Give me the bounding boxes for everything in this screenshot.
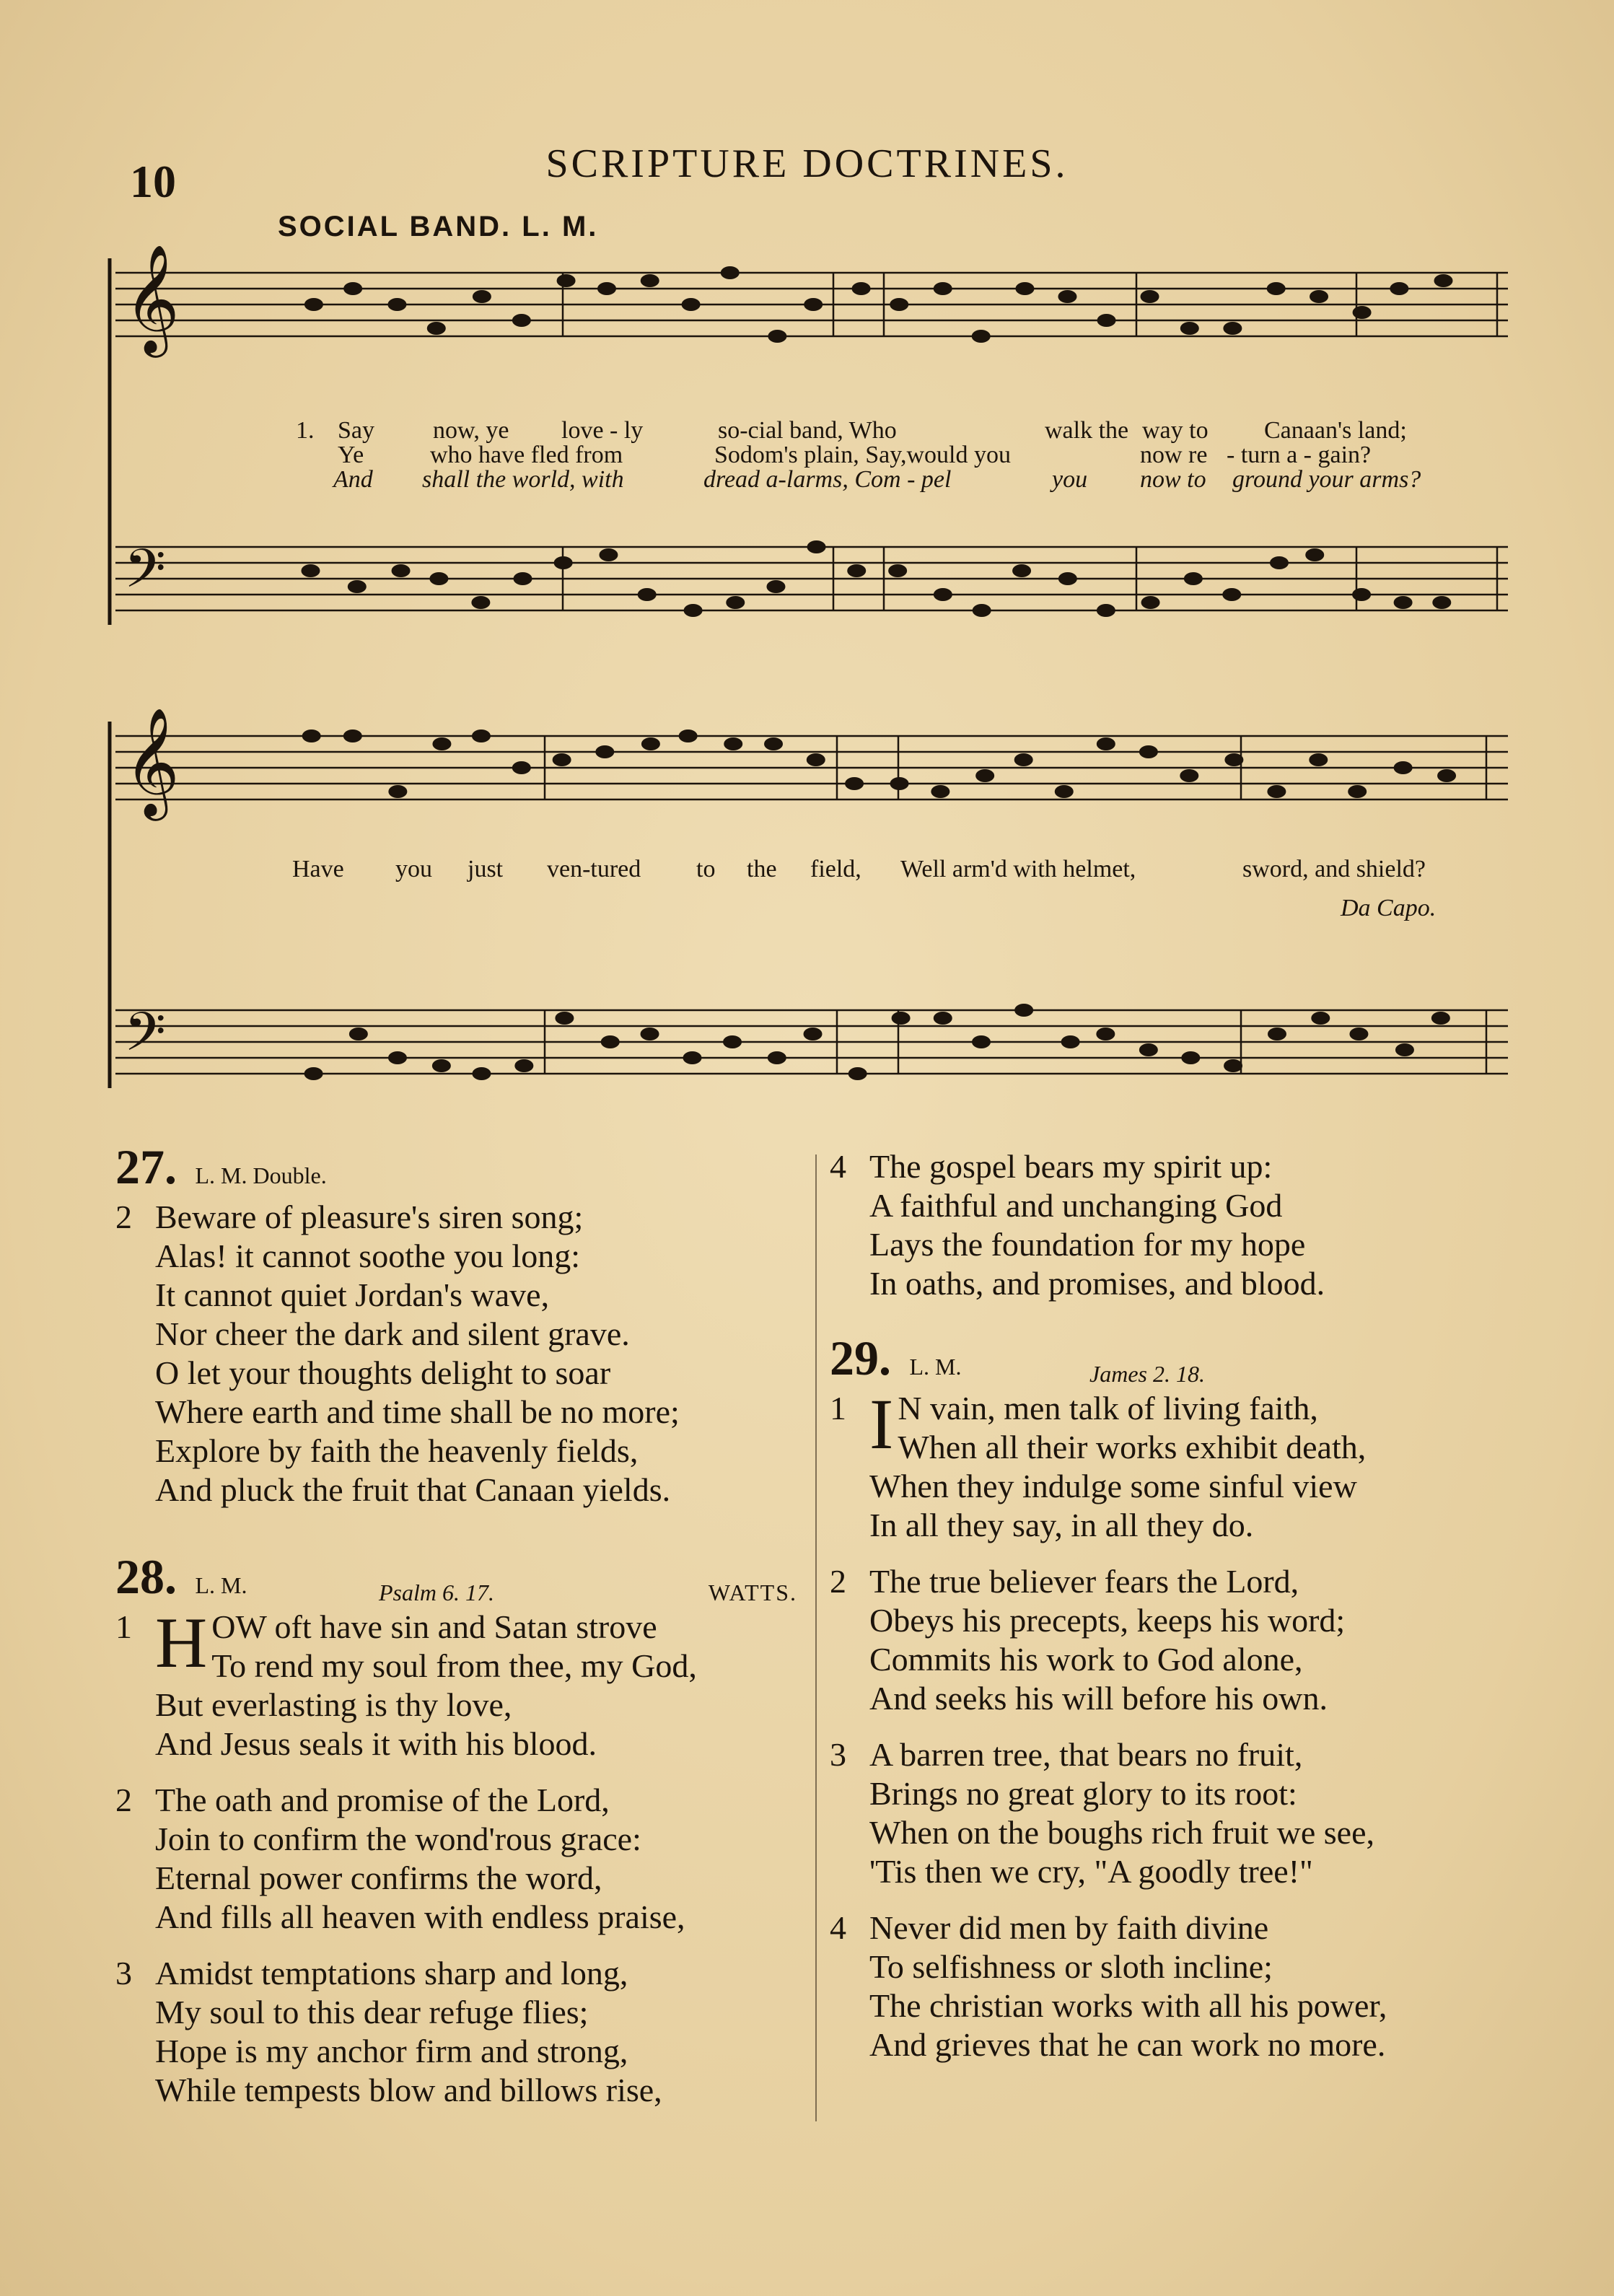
note-head [473, 290, 491, 303]
hymn-28-head [115, 1549, 797, 1608]
lyric-s2-w9: sword, and shield? [1242, 856, 1426, 882]
note-head [1180, 769, 1198, 782]
drop-cap: I [869, 1384, 894, 1464]
note-head [1311, 1012, 1330, 1025]
note-head [972, 330, 991, 343]
note-head [1432, 596, 1451, 609]
note-head [890, 777, 909, 790]
note-head [852, 282, 871, 295]
verse-line: But everlasting is thy love, [155, 1686, 512, 1723]
stanza-number: 4 [830, 1148, 846, 1185]
lyric-v3-w1: And [333, 466, 373, 493]
verse-line: Never did men by faith divine [869, 1909, 1269, 1946]
note-head [1352, 588, 1371, 601]
lyric-s2-w8: Well arm'd with helmet, [900, 856, 1136, 882]
verse-line: When on the boughs rich fruit we see, [869, 1814, 1375, 1851]
note-head [1310, 290, 1328, 303]
note-head [1394, 596, 1413, 609]
note-head [807, 753, 825, 766]
note-head [845, 777, 864, 790]
note-head [1097, 604, 1115, 617]
note-head [1305, 548, 1324, 561]
note-head [429, 572, 448, 585]
note-head [304, 298, 323, 311]
verse-line: The gospel bears my spirit up: [869, 1148, 1273, 1185]
stanza [830, 1562, 1508, 1718]
hymn-meter: L. M. [195, 1572, 247, 1598]
verse-line: Amidst temptations sharp and long, [155, 1955, 628, 1992]
note-head [1097, 737, 1115, 750]
note-head [597, 282, 616, 295]
verse-line: And seeks his will before his own. [869, 1680, 1328, 1717]
note-head [432, 1059, 451, 1072]
note-head [555, 1012, 574, 1025]
note-head [1224, 1059, 1242, 1072]
verse-line: The oath and promise of the Lord, [155, 1782, 610, 1818]
bass-clef: 𝄢 [124, 538, 166, 613]
stanza [830, 1735, 1508, 1891]
lyric-s2-w3: just [468, 856, 504, 882]
note-head [432, 737, 451, 750]
lyric-s2-w5: to [696, 856, 716, 882]
note-head [388, 1051, 407, 1064]
verse-line: Hope is my anchor firm and strong, [155, 2033, 628, 2069]
verse-line: In all they say, in all they do. [869, 1507, 1254, 1543]
note-head [934, 588, 952, 601]
note-head [1309, 753, 1328, 766]
note-head [847, 564, 866, 577]
lyric-v1-w7: Canaan's land; [1264, 417, 1407, 444]
lyric-v1-w1: Say [338, 417, 374, 444]
note-head [1390, 282, 1408, 295]
note-head [1015, 282, 1034, 295]
note-head [1348, 785, 1367, 798]
lyric-s2-w6: the [747, 856, 777, 882]
note-head [890, 298, 908, 311]
verse-line: Brings no great glory to its root: [869, 1775, 1297, 1812]
verse-line: A barren tree, that bears no fruit, [869, 1736, 1303, 1773]
note-head [1224, 753, 1243, 766]
verse-line: N vain, men talk of living faith, [898, 1390, 1318, 1427]
note-head [934, 1012, 952, 1025]
note-head [599, 548, 618, 561]
note-head [641, 274, 659, 287]
note-head [302, 729, 321, 742]
hymn-number: 27. [115, 1139, 177, 1194]
note-head [557, 274, 576, 287]
verse-line: 'Tis then we cry, "A goodly tree!" [869, 1853, 1313, 1890]
stanza [830, 1384, 1508, 1545]
note-head [1141, 290, 1159, 303]
note-head [641, 1027, 659, 1040]
verse-line: And Jesus seals it with his blood. [155, 1725, 597, 1762]
note-head [343, 282, 362, 295]
lyric-v2-w4: now re [1140, 442, 1208, 468]
verse-line: Commits his work to God alone, [869, 1641, 1303, 1678]
verse-line: To rend my soul from thee, my God, [211, 1647, 697, 1684]
lyric-v3-w6: ground your arms? [1232, 466, 1421, 493]
stanza [115, 1954, 797, 2110]
note-head [1061, 1035, 1080, 1048]
lyric-v2-w3: Sodom's plain, Say,would you [714, 442, 1011, 468]
note-head [1141, 596, 1160, 609]
note-head [1349, 1027, 1368, 1040]
note-head [766, 580, 785, 593]
verse-line: The true believer fears the Lord, [869, 1563, 1299, 1600]
verse-line: Eternal power confirms the word, [155, 1859, 602, 1896]
note-heads [301, 266, 1456, 1080]
lyric-s2-w4: ven-tured [547, 856, 641, 882]
hymn-28 [115, 1549, 797, 2127]
verse-line: Explore by faith the heavenly fields, [155, 1432, 639, 1469]
note-head [1096, 1027, 1115, 1040]
verse-line: It cannot quiet Jordan's wave, [155, 1276, 550, 1313]
note-head [1014, 753, 1033, 766]
note-head [1014, 1004, 1033, 1017]
note-head [804, 298, 823, 311]
note-head [807, 540, 826, 553]
note-head [1012, 564, 1031, 577]
note-head [972, 1035, 991, 1048]
stanza-number: 1 [115, 1608, 132, 1645]
note-head [1267, 785, 1286, 798]
note-head [1395, 1043, 1414, 1056]
verse-line: In oaths, and promises, and blood. [869, 1265, 1325, 1302]
verse-line: When all their works exhibit death, [898, 1429, 1367, 1465]
note-head [392, 564, 411, 577]
verse-line: Alas! it cannot soothe you long: [155, 1237, 580, 1274]
verse-line: To selfishness or sloth incline; [869, 1948, 1273, 1985]
note-head [804, 1027, 823, 1040]
lyric-s2-w7: field, [810, 856, 861, 882]
note-head [975, 769, 994, 782]
note-head [595, 745, 614, 758]
note-head [641, 737, 660, 750]
note-head [1267, 282, 1286, 295]
verse-line: Join to confirm the wond'rous grace: [155, 1820, 641, 1857]
lyric-v1-w2: now, ye [433, 417, 509, 444]
lyric-v3-w5: now to [1140, 466, 1206, 493]
note-head [723, 1035, 742, 1048]
note-head [1270, 556, 1289, 569]
note-head [1394, 761, 1413, 774]
stanza [115, 1603, 797, 1763]
lyric-v1-num: 1. [296, 417, 315, 444]
note-head [1139, 1043, 1158, 1056]
stanza [115, 1781, 797, 1937]
lyric-v1-w4: so-cial band, Who [718, 417, 897, 444]
staff-lines [110, 258, 1508, 1088]
note-head [349, 1027, 368, 1040]
verse-line: And fills all heaven with endless praise, [155, 1898, 685, 1935]
hymn-27 [115, 1139, 808, 1527]
music-score [0, 0, 1614, 1126]
stanza-number: 2 [115, 1199, 132, 1235]
hymn-29 [830, 1331, 1508, 2082]
note-head [1434, 274, 1453, 287]
stanza [830, 1909, 1508, 2064]
note-head [1139, 745, 1158, 758]
stanza [115, 1198, 808, 1510]
note-head [301, 564, 320, 577]
note-head [427, 322, 446, 335]
note-head [514, 572, 532, 585]
clefs [124, 243, 180, 1077]
drop-cap: H [155, 1603, 208, 1683]
note-head [1353, 306, 1372, 319]
lyric-v1-w3: love - ly [561, 417, 644, 444]
note-head [1181, 1051, 1200, 1064]
stanza-number: 2 [115, 1782, 132, 1818]
hymn-number: 29. [830, 1331, 891, 1385]
verse-line: While tempests blow and billows rise, [155, 2072, 662, 2108]
hymn-meter: L. M. [909, 1354, 962, 1380]
note-head [1058, 572, 1077, 585]
note-head [684, 604, 703, 617]
verse-line: O let your thoughts delight to soar [155, 1354, 611, 1391]
hymn-27-continued [830, 1147, 1508, 1320]
note-head [934, 282, 952, 295]
hymn-27-head [115, 1139, 808, 1198]
tune-title: SOCIAL BAND. L. M. [278, 211, 599, 242]
note-head [638, 588, 657, 601]
lyric-v2-w2: who have fled from [430, 442, 623, 468]
bass-clef: 𝄢 [124, 1001, 166, 1077]
note-head [1097, 314, 1116, 327]
note-head [724, 737, 742, 750]
note-head [514, 1059, 533, 1072]
stanza-number: 2 [830, 1563, 846, 1600]
note-head [554, 556, 573, 569]
hymn-author: WATTS. [708, 1579, 797, 1605]
column-divider [815, 1154, 817, 2121]
verse-line: Where earth and time shall be no more; [155, 1393, 680, 1430]
note-head [471, 596, 490, 609]
note-head [512, 761, 531, 774]
stanza-number: 3 [830, 1736, 846, 1773]
note-head [888, 564, 907, 577]
verse-line: Lays the foundation for my hope [869, 1226, 1306, 1263]
note-head [348, 580, 367, 593]
note-head [683, 1051, 702, 1064]
verse-line: A faithful and unchanging God [869, 1187, 1283, 1224]
note-head [848, 1067, 867, 1080]
note-head [721, 266, 740, 279]
lyric-v3-w3: dread a-larms, Com - pel [703, 466, 952, 493]
note-head [304, 1067, 323, 1080]
note-head [768, 330, 786, 343]
stanza-number: 3 [115, 1955, 132, 1992]
note-head [1055, 785, 1074, 798]
note-head [387, 298, 406, 311]
note-head [1223, 322, 1242, 335]
lyric-v3-w2: shall the world, with [422, 466, 624, 493]
lyric-v2-w1: Ye [338, 442, 364, 468]
lyric-v3-w4: you [1052, 466, 1088, 493]
note-head [679, 729, 698, 742]
stanza [830, 1147, 1508, 1303]
lyric-s2-w2: you [395, 856, 432, 882]
verse-line: Nor cheer the dark and silent grave. [155, 1315, 630, 1352]
verse-line: OW oft have sin and Satan strove [211, 1608, 657, 1645]
verse-line: Beware of pleasure's siren song; [155, 1199, 584, 1235]
lyric-v2-w5: - turn a - gain? [1227, 442, 1372, 468]
verse-line: My soul to this dear refuge flies; [155, 1994, 589, 2030]
note-head [472, 729, 491, 742]
note-head [472, 1067, 491, 1080]
scripture-reference: James 2. 18. [1089, 1361, 1205, 1387]
scripture-reference: Psalm 6. 17. [379, 1579, 494, 1605]
note-head [726, 596, 745, 609]
hymn-meter: L. M. Double. [195, 1162, 327, 1188]
page-number: 10 [130, 156, 176, 207]
da-capo: Da Capo. [1341, 895, 1437, 921]
note-head [931, 785, 949, 798]
verse-line: When they indulge some sinful view [869, 1468, 1357, 1504]
lyric-v1-w6: way to [1142, 417, 1209, 444]
note-head [768, 1051, 786, 1064]
verse-line: And pluck the fruit that Canaan yields. [155, 1471, 671, 1508]
note-head [892, 1012, 911, 1025]
treble-clef: 𝄞 [124, 706, 180, 816]
running-head: SCRIPTURE DOCTRINES. [545, 141, 1069, 186]
note-head [388, 785, 407, 798]
note-head [1268, 1027, 1286, 1040]
note-head [1058, 290, 1076, 303]
note-head [764, 737, 783, 750]
hymn-29-head [830, 1331, 1508, 1389]
lyric-s2-w1: Have [292, 856, 344, 882]
stanza-number: 1 [830, 1390, 846, 1427]
note-head [1222, 588, 1241, 601]
note-head [1431, 1012, 1450, 1025]
stanza-number: 4 [830, 1909, 846, 1946]
note-head [1180, 322, 1199, 335]
lyric-v1-w5: walk the [1045, 417, 1129, 444]
note-head [1437, 769, 1456, 782]
note-head [553, 753, 571, 766]
note-head [601, 1035, 620, 1048]
verse-line: The christian works with all his power, [869, 1987, 1387, 2024]
note-head [1184, 572, 1203, 585]
note-head [973, 604, 991, 617]
note-head [343, 729, 362, 742]
verse-line: Obeys his precepts, keeps his word; [869, 1602, 1346, 1639]
note-head [682, 298, 701, 311]
hymn-number: 28. [115, 1549, 177, 1604]
treble-clef: 𝄞 [124, 243, 180, 353]
note-head [512, 314, 531, 327]
verse-line: And grieves that he can work no more. [869, 2026, 1386, 2063]
